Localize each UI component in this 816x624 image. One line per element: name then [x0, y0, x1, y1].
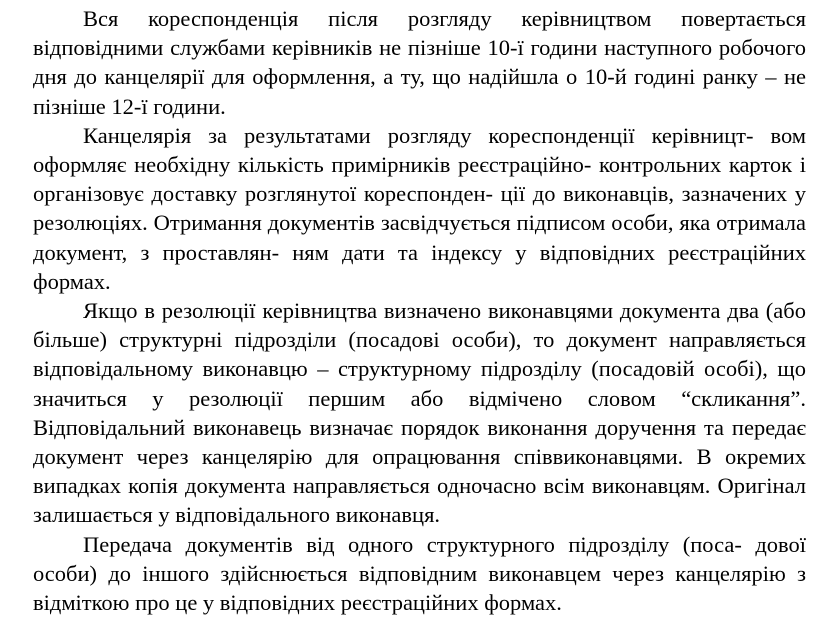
paragraph-multiple-executors: Якщо в резолюції керівництва визначено виконавцями документа два (або більше) структурні підрозділи (посадові особи), то документ направляється відповідальному виконавцю – структурному підрозділу (посадовій особі), що значиться у резолюції першим або відмічено словом “скликання”. Відповідальний виконавець визначає порядок виконання доручення та передає документ через канцелярію для опрацювання співвиконавцями. В окремих випадках копія документа направляється одночасно всім виконавцям. Оригінал залишається у відповідального виконавця.: [33, 298, 806, 528]
paragraph-document-transfer: Передача документів від одного структурного підрозділу (поса- дової особи) до іншого здійснюється відповідним виконавцем через канцелярію з відміткою про це у відповідних реєстраційних формах.: [33, 531, 806, 616]
paragraph-correspondence-return: Вся кореспонденція після розгляду керівництвом повертається відповідними службами керівників не пізніше 10-ї години наступного робочого дня до канцелярії для оформлення, а ту, що надійшла о 10-й годині ранку – не пізніше 12-ї години.: [33, 6, 806, 119]
paragraph-chancellery-processing: Канцелярія за результатами розгляду кореспонденції керівницт- вом оформляє необхідну кількість примірників реєстраційно- контрольних карток і організовує доставку розглянутої кореспонден- ції до виконавців, зазначених у резолюціях. Отримання документів засвідчується підписом особи, яка отримала документ, з проставлян- ням дати та індексу у відповідних реєстраційних формах.: [33, 122, 806, 294]
